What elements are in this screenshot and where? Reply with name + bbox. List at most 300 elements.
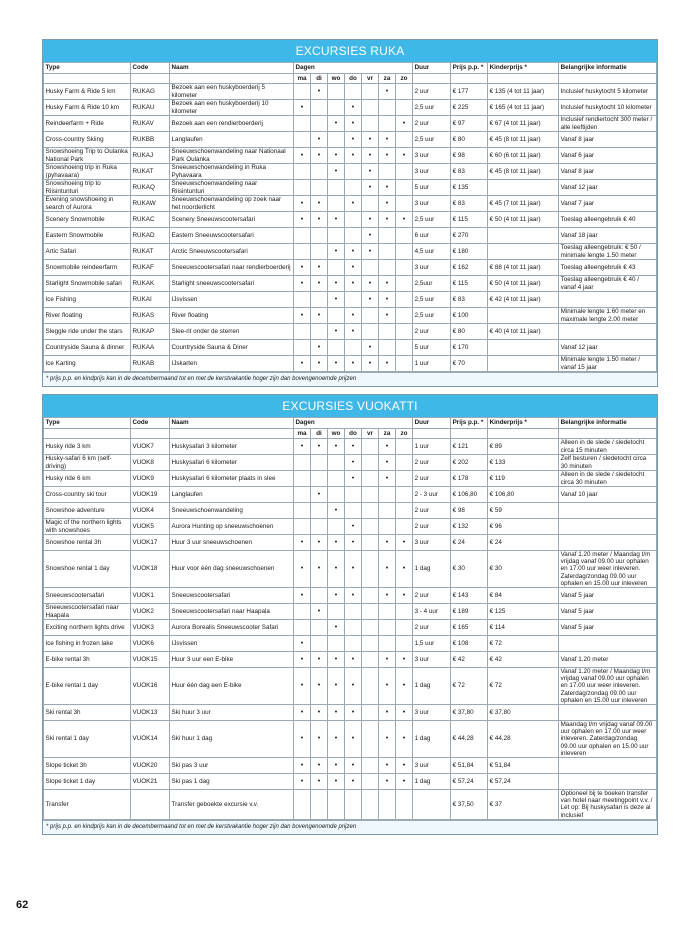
cell-info: Vanaf 12 jaar	[559, 340, 657, 356]
day-dot-do: •	[345, 244, 362, 260]
cell-type: Transfer	[44, 790, 131, 820]
day-dot-do	[345, 636, 362, 652]
day-dot-vr	[362, 439, 379, 455]
cell-code: RUKAF	[131, 260, 170, 276]
day-dot-za	[379, 100, 396, 116]
day-dot-ma	[294, 790, 311, 820]
cell-type: Magic of the northern lights with snowshoes	[44, 519, 131, 535]
cell-child-price: € 89	[488, 439, 559, 455]
cell-child-price: € 125	[488, 604, 559, 620]
day-dot-zo	[396, 636, 413, 652]
day-dot-ma: •	[294, 196, 311, 212]
cell-name: Ski pas 1 dag	[170, 774, 294, 790]
cell-info: Toeslag alleengebruik: € 50 / minimale lengte 1.50 meter	[559, 244, 657, 260]
day-dot-do: •	[345, 132, 362, 148]
cell-info: Vanaf 8 jaar	[559, 164, 657, 180]
day-dot-wo	[328, 340, 345, 356]
cell-child-price: € 119	[488, 471, 559, 487]
cell-info	[559, 705, 657, 721]
day-dot-zo: •	[396, 551, 413, 588]
cell-code: VUOK15	[131, 652, 170, 668]
day-dot-do: •	[345, 356, 362, 372]
day-dot-zo	[396, 196, 413, 212]
cell-price: € 37,50	[451, 790, 488, 820]
day-dot-za	[379, 244, 396, 260]
cell-code: VUOK4	[131, 503, 170, 519]
day-dot-wo: •	[328, 535, 345, 551]
cell-price: € 177	[451, 84, 488, 100]
day-dot-za: •	[379, 551, 396, 588]
day-dot-di	[311, 164, 328, 180]
day-dot-ma: •	[294, 439, 311, 455]
ruka-section	[42, 39, 658, 387]
cell-info	[559, 519, 657, 535]
day-dot-zo	[396, 324, 413, 340]
vuokatti-section	[42, 394, 658, 835]
day-dot-vr: •	[362, 164, 379, 180]
table-row	[44, 652, 657, 668]
day-dot-zo: •	[396, 116, 413, 132]
cell-code: VUOK8	[131, 455, 170, 471]
day-dot-di	[311, 292, 328, 308]
day-dot-di	[311, 324, 328, 340]
cell-duration: 2,5 uur	[413, 308, 451, 324]
day-dot-wo: •	[328, 276, 345, 292]
cell-code: RUKAT	[131, 164, 170, 180]
cell-duration: 3 uur	[413, 196, 451, 212]
day-dot-zo	[396, 439, 413, 455]
cell-info: Vanaf 8 jaar	[559, 132, 657, 148]
cell-child-price: € 45 (8 tot 11 jaar)	[488, 164, 559, 180]
table-row	[44, 774, 657, 790]
cell-name: Langlaufen	[170, 132, 294, 148]
day-dot-za: •	[379, 180, 396, 196]
cell-type: Snowshoe rental 3h	[44, 535, 131, 551]
day-dot-vr	[362, 455, 379, 471]
day-dot-do	[345, 212, 362, 228]
day-dot-za	[379, 636, 396, 652]
cell-info: Vanaf 1.20 meter / Maandag t/m vrijdag vanaf 09.00 uur ophalen en 17.00 uur weer inleveren. Zaterdag/zondag 09.00 uur ophalen en 15.00 uur inleveren	[559, 551, 657, 588]
day-dot-wo: •	[328, 439, 345, 455]
day-dot-di: •	[311, 308, 328, 324]
cell-name: Bezoek aan een huskyboerderij 5 kilometer	[170, 84, 294, 100]
cell-type: Cross-country Skiing	[44, 132, 131, 148]
cell-code: RUKAI	[131, 292, 170, 308]
cell-duration: 4,5 uur	[413, 244, 451, 260]
cell-child-price: € 72	[488, 636, 559, 652]
cell-price: € 135	[451, 180, 488, 196]
cell-duration: 3 uur	[413, 164, 451, 180]
cell-duration: 2 uur	[413, 588, 451, 604]
cell-duration: 2,5 uur	[413, 132, 451, 148]
cell-name: River floating	[170, 308, 294, 324]
day-dot-di	[311, 100, 328, 116]
day-dot-do: •	[345, 260, 362, 276]
cell-child-price: € 60 (6 tot 11 jaar)	[488, 148, 559, 164]
day-dot-vr	[362, 519, 379, 535]
day-do: do	[345, 429, 362, 439]
day-dot-do: •	[345, 721, 362, 758]
cell-duration: 1 uur	[413, 356, 451, 372]
table-row	[44, 604, 657, 620]
day-dot-di: •	[311, 276, 328, 292]
day-dot-di: •	[311, 551, 328, 588]
day-dot-do	[345, 790, 362, 820]
cell-duration: 3 uur	[413, 705, 451, 721]
day-dot-vr: •	[362, 132, 379, 148]
day-dot-wo: •	[328, 758, 345, 774]
cell-code: RUKAG	[131, 84, 170, 100]
cell-duration: 3 uur	[413, 148, 451, 164]
cell-duration: 3 uur	[413, 758, 451, 774]
day-dot-za	[379, 116, 396, 132]
day-dot-do: •	[345, 439, 362, 455]
cell-info: Vanaf 1.20 meter / Maandag t/m vrijdag vanaf 09.00 uur ophalen en 17.00 uur weer inleveren. Zaterdag/zondag 09.00 uur ophalen en 15.00 uur inleveren	[559, 668, 657, 705]
table-row	[44, 620, 657, 636]
cell-info: Vanaf 1.20 meter	[559, 652, 657, 668]
day-dot-wo	[328, 455, 345, 471]
table-row	[44, 487, 657, 503]
day-dot-za: •	[379, 455, 396, 471]
cell-price: € 202	[451, 455, 488, 471]
table-row	[44, 758, 657, 774]
cell-info: Zelf besturen / sledetocht circa 30 minuten	[559, 455, 657, 471]
cell-price: € 57,24	[451, 774, 488, 790]
day-dot-di: •	[311, 652, 328, 668]
table-row	[44, 260, 657, 276]
table-row	[44, 228, 657, 244]
day-dot-do: •	[345, 705, 362, 721]
table-row	[44, 439, 657, 455]
day-dot-do: •	[345, 551, 362, 588]
day-zo: zo	[396, 429, 413, 439]
cell-duration: 2 - 3 uur	[413, 487, 451, 503]
day-dot-wo	[328, 487, 345, 503]
cell-type: Starlight Snowmobile safari	[44, 276, 131, 292]
day-dot-ma: •	[294, 636, 311, 652]
cell-duration: 3 uur	[413, 535, 451, 551]
cell-price: € 178	[451, 471, 488, 487]
day-dot-zo: •	[396, 535, 413, 551]
col-type: Type	[44, 63, 131, 74]
day-dot-zo: •	[396, 588, 413, 604]
cell-child-price: € 45 (7 tot 11 jaar)	[488, 196, 559, 212]
cell-name: Arctic Sneeuwscootersafari	[170, 244, 294, 260]
cell-child-price: € 88 (4 tot 11 jaar)	[488, 260, 559, 276]
cell-duration: 1 dag	[413, 668, 451, 705]
cell-name: Ski pas 3 uur	[170, 758, 294, 774]
day-dot-ma	[294, 340, 311, 356]
day-dot-wo	[328, 180, 345, 196]
day-dot-za: •	[379, 212, 396, 228]
day-dot-ma	[294, 164, 311, 180]
day-dot-zo: •	[396, 774, 413, 790]
cell-price: € 143	[451, 588, 488, 604]
table-row	[44, 180, 657, 196]
cell-name: Ski huur 1 dag	[170, 721, 294, 758]
day-dot-zo: •	[396, 705, 413, 721]
cell-name: Eastern Sneeuwscootersafari	[170, 228, 294, 244]
cell-type: Exciting northern lights drive	[44, 620, 131, 636]
ruka-table	[43, 62, 657, 372]
cell-price: € 42	[451, 652, 488, 668]
cell-price: € 180	[451, 244, 488, 260]
day-dot-vr	[362, 668, 379, 705]
day-dot-ma	[294, 116, 311, 132]
cell-type: Snowshoe rental 1 day	[44, 551, 131, 588]
day-dot-di	[311, 503, 328, 519]
day-dot-di	[311, 471, 328, 487]
cell-code: RUKAA	[131, 340, 170, 356]
cell-code: RUKAK	[131, 276, 170, 292]
day-dot-do: •	[345, 519, 362, 535]
day-dot-vr	[362, 503, 379, 519]
cell-price: € 83	[451, 164, 488, 180]
day-dot-wo	[328, 260, 345, 276]
cell-info: Vanaf 12 jaar	[559, 180, 657, 196]
cell-child-price: € 106,80	[488, 487, 559, 503]
day-dot-wo	[328, 636, 345, 652]
cell-duration: 5 uur	[413, 340, 451, 356]
cell-type: Sleggle ride under the stars	[44, 324, 131, 340]
cell-duration: 2 uur	[413, 324, 451, 340]
cell-child-price: € 37	[488, 790, 559, 820]
cell-info: Maandag t/m vrijdag vanaf 09.00 uur ophalen en 17.00 uur weer inleveren. Zaterdag/zondag 09.00 uur ophalen en 15.00 uur inleveren	[559, 721, 657, 758]
day-dot-ma: •	[294, 758, 311, 774]
cell-code: VUOK20	[131, 758, 170, 774]
cell-name: Huur 3 uur sneeuwschoenen	[170, 535, 294, 551]
cell-duration: 1 uur	[413, 439, 451, 455]
cell-price: € 80	[451, 132, 488, 148]
day-dot-di	[311, 455, 328, 471]
cell-info: Vanaf 5 jaar	[559, 604, 657, 620]
cell-type: Eastern Snowmobile	[44, 228, 131, 244]
cell-name: IJskarten	[170, 356, 294, 372]
cell-code: RUKAQ	[131, 180, 170, 196]
cell-duration: 2 uur	[413, 455, 451, 471]
cell-name: Countryside Sauna & Diner	[170, 340, 294, 356]
cell-duration: 2,5 uur	[413, 292, 451, 308]
day-dot-za	[379, 503, 396, 519]
table-row	[44, 356, 657, 372]
cell-type: Slope ticket 3h	[44, 758, 131, 774]
cell-type: Cross-country ski tour	[44, 487, 131, 503]
day-dot-vr	[362, 790, 379, 820]
cell-code: RUKAP	[131, 324, 170, 340]
day-dot-za: •	[379, 148, 396, 164]
cell-info: Inclusief huskytocht 5 kilometer	[559, 84, 657, 100]
cell-duration: 3 uur	[413, 652, 451, 668]
day-dot-za	[379, 620, 396, 636]
day-dot-wo	[328, 519, 345, 535]
day-dot-di: •	[311, 668, 328, 705]
day-dot-di: •	[311, 439, 328, 455]
day-dot-za: •	[379, 471, 396, 487]
cell-child-price: € 50 (4 tot 11 jaar)	[488, 276, 559, 292]
cell-type: Ice fishing in frozen lake	[44, 636, 131, 652]
day-dot-vr: •	[362, 212, 379, 228]
day-dot-za: •	[379, 356, 396, 372]
cell-duration: 2 uur	[413, 519, 451, 535]
cell-price: € 51,84	[451, 758, 488, 774]
day-dot-di	[311, 790, 328, 820]
cell-info	[559, 292, 657, 308]
cell-code: VUOK7	[131, 439, 170, 455]
day-dot-zo: •	[396, 652, 413, 668]
day-dot-vr: •	[362, 228, 379, 244]
cell-code: VUOK5	[131, 519, 170, 535]
day-dot-do: •	[345, 148, 362, 164]
day-dot-di	[311, 636, 328, 652]
day-dot-zo	[396, 132, 413, 148]
cell-type: Husky Farm & Ride 10 km	[44, 100, 131, 116]
col-child-price: Kinderprijs *	[488, 63, 559, 74]
cell-child-price: € 51,84	[488, 758, 559, 774]
col-info: Belangrijke informatie	[559, 63, 657, 74]
cell-child-price: € 165 (4 tot 11 jaar)	[488, 100, 559, 116]
col-days: Dagen	[294, 63, 413, 74]
cell-code	[131, 790, 170, 820]
cell-type: Snowshoeing trip in Ruka (pyhavaara)	[44, 164, 131, 180]
day-dot-zo: •	[396, 758, 413, 774]
day-dot-ma: •	[294, 260, 311, 276]
day-dot-vr	[362, 604, 379, 620]
day-dot-za: •	[379, 132, 396, 148]
cell-duration: 3 - 4 uur	[413, 604, 451, 620]
table-row	[44, 84, 657, 100]
cell-type: E-bike rental 3h	[44, 652, 131, 668]
table-row	[44, 503, 657, 519]
cell-type: Snowshoeing trip to Riisintunturi	[44, 180, 131, 196]
day-dot-wo	[328, 132, 345, 148]
cell-price: € 98	[451, 503, 488, 519]
table-row	[44, 212, 657, 228]
day-dot-zo	[396, 292, 413, 308]
cell-name: Sneeuwscootersafari	[170, 588, 294, 604]
cell-info: Toeslag alleengebruik € 40 / vanaf 4 jaar	[559, 276, 657, 292]
cell-name: Huskysafari 6 kilometer	[170, 455, 294, 471]
day-dot-ma: •	[294, 668, 311, 705]
day-dot-zo	[396, 180, 413, 196]
day-dot-wo: •	[328, 551, 345, 588]
day-dot-do	[345, 180, 362, 196]
day-dot-za	[379, 519, 396, 535]
cell-price: € 162	[451, 260, 488, 276]
cell-type: Husky ride 6 km	[44, 471, 131, 487]
cell-code: RUKAD	[131, 228, 170, 244]
day-dot-ma: •	[294, 148, 311, 164]
cell-price: € 115	[451, 276, 488, 292]
table-row	[44, 324, 657, 340]
cell-name: Sneeuwscootersafari naar Haapala	[170, 604, 294, 620]
day-dot-zo: •	[396, 148, 413, 164]
cell-code: VUOK6	[131, 636, 170, 652]
day-dot-di: •	[311, 535, 328, 551]
day-dot-ma	[294, 324, 311, 340]
cell-type: Sneeuwscootersafari naar Haapala	[44, 604, 131, 620]
day-dot-vr	[362, 487, 379, 503]
day-dot-zo	[396, 84, 413, 100]
day-dot-za: •	[379, 758, 396, 774]
day-dot-vr	[362, 100, 379, 116]
col-days: Dagen	[294, 418, 413, 429]
table-row	[44, 308, 657, 324]
cell-type: Ski rental 1 day	[44, 721, 131, 758]
cell-name: IJsvissen	[170, 292, 294, 308]
day-dot-zo	[396, 308, 413, 324]
day-dot-do: •	[345, 471, 362, 487]
day-dot-do: •	[345, 100, 362, 116]
day-dot-do	[345, 292, 362, 308]
cell-duration: 2 uur	[413, 84, 451, 100]
day-zo: zo	[396, 74, 413, 84]
cell-type: Evening snowshoeing in search of Aurora	[44, 196, 131, 212]
day-dot-di: •	[311, 148, 328, 164]
table-row	[44, 668, 657, 705]
table-row	[44, 244, 657, 260]
cell-child-price	[488, 308, 559, 324]
cell-price: € 106,80	[451, 487, 488, 503]
cell-duration: 1 dag	[413, 551, 451, 588]
cell-info: Toeslag alleengebruik € 40	[559, 212, 657, 228]
col-price: Prijs p.p. *	[451, 63, 488, 74]
cell-type: Snowshoe adventure	[44, 503, 131, 519]
cell-code: RUKAU	[131, 100, 170, 116]
day-dot-wo: •	[328, 356, 345, 372]
cell-name: Sneeuwschoenwandeling in Ruka Pyhavaara	[170, 164, 294, 180]
day-dot-do	[345, 487, 362, 503]
cell-name: Huskysafari 3 kilometer	[170, 439, 294, 455]
cell-price: € 225	[451, 100, 488, 116]
day-dot-za	[379, 340, 396, 356]
cell-name: Ski huur 3 uur	[170, 705, 294, 721]
cell-info: Optioneel bij te boeken transfer van hotel naar meetingpoint v.v. / Let op: Bij huskysafari is deze al inclusief	[559, 790, 657, 820]
day-dot-zo	[396, 455, 413, 471]
day-dot-wo	[328, 308, 345, 324]
table-row	[44, 535, 657, 551]
day-dot-ma: •	[294, 774, 311, 790]
cell-code: VUOK17	[131, 535, 170, 551]
day-dot-di	[311, 116, 328, 132]
day-dot-za: •	[379, 439, 396, 455]
day-dot-di: •	[311, 487, 328, 503]
vuokatti-table	[43, 417, 657, 820]
cell-name: Huur voor één dag sneeuwschoenen	[170, 551, 294, 588]
table-row	[44, 471, 657, 487]
table-row	[44, 100, 657, 116]
day-dot-do: •	[345, 308, 362, 324]
cell-type: Ice Karting	[44, 356, 131, 372]
day-dot-di: •	[311, 196, 328, 212]
day-dot-zo	[396, 340, 413, 356]
day-dot-za: •	[379, 308, 396, 324]
cell-name: Huur één dag een E-bike	[170, 668, 294, 705]
day-dot-wo: •	[328, 148, 345, 164]
day-dot-wo: •	[328, 705, 345, 721]
day-dot-zo	[396, 620, 413, 636]
day-dot-vr: •	[362, 356, 379, 372]
day-dot-za: •	[379, 196, 396, 212]
day-dot-za	[379, 790, 396, 820]
day-dot-wo	[328, 196, 345, 212]
day-dot-vr	[362, 721, 379, 758]
cell-child-price: € 59	[488, 503, 559, 519]
day-dot-ma: •	[294, 721, 311, 758]
day-dot-za	[379, 324, 396, 340]
cell-price: € 189	[451, 604, 488, 620]
cell-child-price	[488, 180, 559, 196]
day-dot-za: •	[379, 292, 396, 308]
